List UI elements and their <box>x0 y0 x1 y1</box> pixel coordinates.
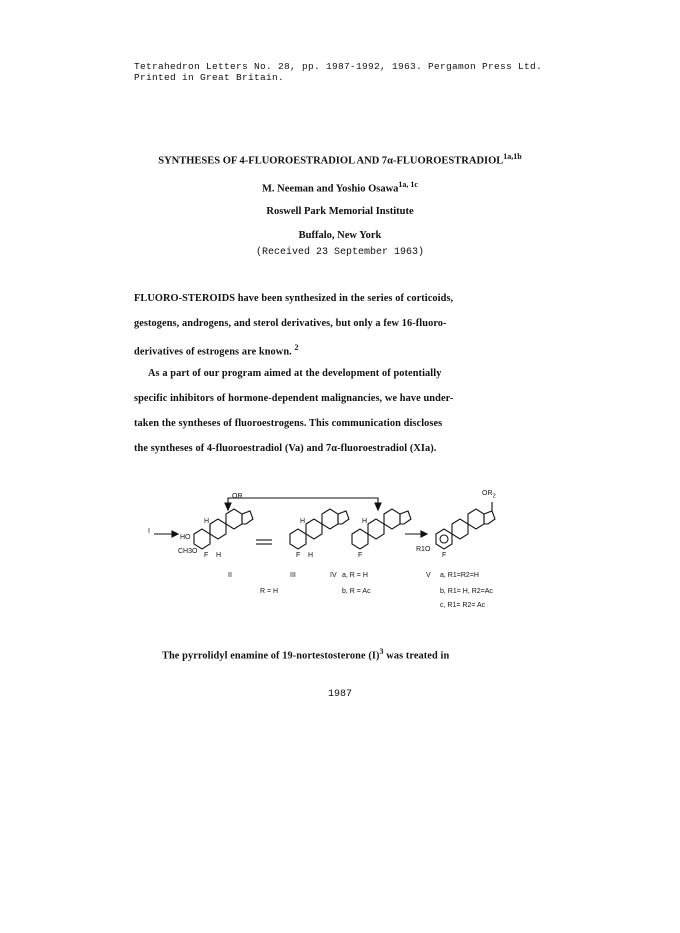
ch3o-label: CH3O <box>178 548 198 555</box>
page-number: 1987 <box>327 689 352 700</box>
v-b-text: b, R1= H, R2=Ac <box>440 588 493 595</box>
reaction-scheme <box>140 488 560 608</box>
f-label-IV: F <box>358 552 363 559</box>
or2-text: OR <box>482 490 493 497</box>
paragraph1-line3-text: derivatives of estrogens are known. <box>134 346 292 358</box>
h-label-II: H <box>204 518 210 525</box>
label-IV: IV <box>330 572 337 579</box>
title-footnote: 1a,1b <box>503 152 522 161</box>
h-label-III: H <box>300 518 306 525</box>
paragraph1-line3 <box>134 343 299 357</box>
v-a-text: a, R1=R2=H <box>440 572 479 579</box>
r1o-label: R1O <box>416 546 431 553</box>
f-label-V: F <box>442 552 447 559</box>
r-equals-h: R = H <box>260 588 279 595</box>
authors-text: M. Neeman and Yoshio Osawa <box>262 183 399 195</box>
f-label-III: F <box>296 552 301 559</box>
paragraph1-line1: FLUORO-STEROIDS have been synthesized in the series of corticoids, <box>134 293 454 304</box>
or2-sub: 2 <box>492 493 496 500</box>
received-date: (Received 23 September 1963) <box>255 247 425 258</box>
or-substituent: OR <box>232 493 243 500</box>
label-III: III <box>290 572 296 579</box>
ref-2: 2 <box>294 343 299 352</box>
paragraph3-after: was treated in <box>383 650 450 662</box>
journal-citation: Tetrahedron Letters No. 28, pp. 1987-1992, 1963. Pergamon Press Ltd. <box>134 61 543 72</box>
authors-footnote: 1a, 1c <box>398 180 418 189</box>
paragraph2-line3: taken the syntheses of fluoroestrogens. This communication discloses <box>134 418 443 429</box>
location: Buffalo, New York <box>298 230 382 241</box>
paragraph2-line1: As a part of our program aimed at the development of potentially <box>148 368 442 379</box>
label-II: II <box>228 572 232 579</box>
or2-substituent <box>482 490 496 499</box>
h-label-IV: H <box>362 518 368 525</box>
h-label-III-b: H <box>308 552 314 559</box>
institution: Roswell Park Memorial Institute <box>266 206 414 217</box>
iv-b-text: b, R = Ac <box>342 588 371 595</box>
label-V: V <box>426 572 431 579</box>
ho-label: HO <box>180 534 191 541</box>
paragraph3-line1 <box>162 647 449 661</box>
paragraph1-line2: gestogens, androgens, and sterol derivatives, but only a few 16-fluoro- <box>134 318 447 329</box>
paragraph2-line2: specific inhibitors of hormone-dependent malignancies, we have under- <box>134 393 454 404</box>
paragraph3-text: The pyrrolidyl enamine of 19-nortestosterone (I) <box>162 650 380 662</box>
compound-I-label: I <box>148 528 150 535</box>
paragraph2-line4: the syntheses of 4-fluoroestradiol (Va) and 7α-fluoroestradiol (XIa). <box>134 443 437 454</box>
authors <box>0 180 680 195</box>
iv-a-text: a, R = H <box>342 572 368 579</box>
paper-title <box>0 152 680 167</box>
printed-in: Printed in Great Britain. <box>134 72 285 83</box>
paper-title-text: SYNTHESES OF 4-FLUOROESTRADIOL AND 7α-FLUOROESTRADIOL <box>158 155 504 167</box>
h-label-II-b: H <box>216 552 222 559</box>
f-label-II: F <box>204 552 209 559</box>
ref-3: 3 <box>379 647 384 656</box>
v-c-text: c, R1= R2= Ac <box>440 602 486 609</box>
